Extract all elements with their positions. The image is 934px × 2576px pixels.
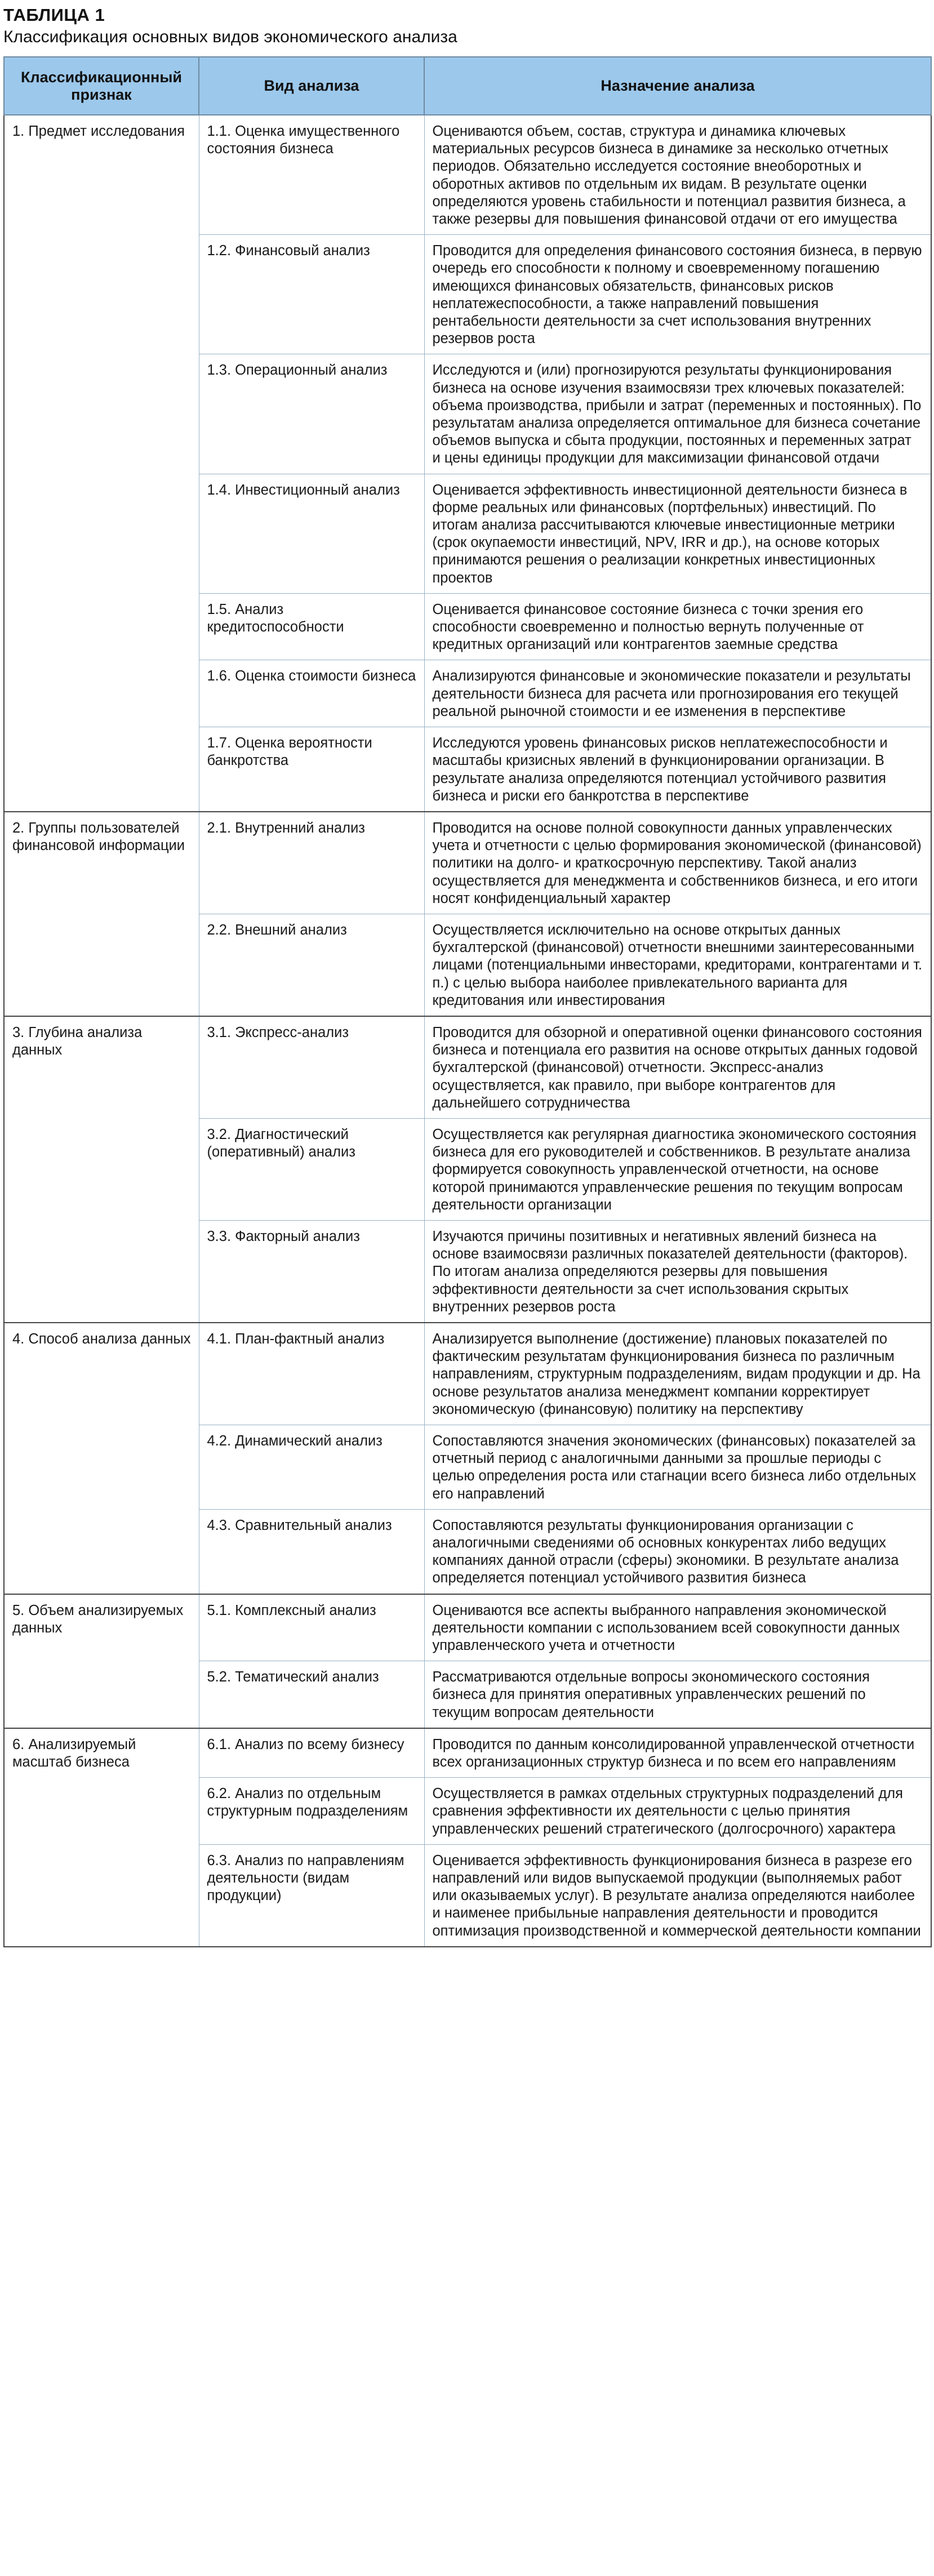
analysis-purpose-cell: Осуществляется в рамках отдельных структурных подразделений для сравнения эффективности их деятельности с целью принятия управленческих решений стратегического (долгосрочного) характера [424, 1778, 931, 1845]
feature-cell: 5. Объем анализируемых данных [4, 1594, 199, 1728]
analysis-purpose-cell: Осуществляется исключительно на основе открытых данных бухгалтерской (финансовой) отчетности внешними заинтересованными лицами (потенциальными инвесторами, кредиторами, контрагентами и т. п.) с целью выбора наиболее привлекательного варианта для кредитования или инвестирования [424, 914, 931, 1016]
analysis-type-cell: 3.3. Факторный анализ [199, 1220, 424, 1323]
feature-cell: 3. Глубина анализа данных [4, 1016, 199, 1323]
analysis-type-cell: 5.1. Комплексный анализ [199, 1594, 424, 1661]
analysis-purpose-cell: Анализируются финансовые и экономические показатели и результаты деятельности бизнеса для расчета или прогнозирования его текущей реальной рыночной стоимости и ее изменения в перспективе [424, 660, 931, 727]
analysis-purpose-cell: Проводится для обзорной и оперативной оценки финансового состояния бизнеса и потенциала его развития на основе открытых данных годовой бухгалтерской (финансовой) отчетности. Экспресс-анализ осуществляется, как правило, при выборе контрагентов для дальнейшего сотрудничества [424, 1016, 931, 1119]
analysis-purpose-cell: Исследуются уровень финансовых рисков неплатежеспособности и масштабы кризисных явлений в функционировании организации. В результате анализа определяются потенциал устойчивого развития бизнеса и риски его банкротства в перспективе [424, 727, 931, 812]
analysis-type-cell: 6.1. Анализ по всему бизнесу [199, 1728, 424, 1778]
table-row [4, 1016, 931, 1119]
analysis-type-cell: 1.2. Финансовый анализ [199, 235, 424, 354]
table-label: ТАБЛИЦА 1 [3, 5, 105, 25]
analysis-purpose-cell: Анализируется выполнение (достижение) плановых показателей по фактическим результатам функционирования бизнеса по различным направлениям, структурным подразделениям, видам продукции и др. На основе результатов анализа менеджмент компании корректирует экономическую (финансовую) политику на перспективу [424, 1323, 931, 1425]
feature-cell: 6. Анализируемый масштаб бизнеса [4, 1728, 199, 1947]
analysis-purpose-cell: Оцениваются все аспекты выбранного направления экономической деятельности компании с использованием всей совокупности данных управленческого учета и отчетности [424, 1594, 931, 1661]
table-row [4, 1728, 931, 1778]
analysis-type-cell: 1.4. Инвестиционный анализ [199, 474, 424, 593]
analysis-purpose-cell: Проводится по данным консолидированной управленческой отчетности всех организационных структур бизнеса и по всем его направлениям [424, 1728, 931, 1778]
header-row [4, 57, 931, 115]
analysis-purpose-cell: Оценивается эффективность инвестиционной деятельности бизнеса в форме реальных или финансовых (портфельных) инвестиций. По итогам анализа рассчитываются ключевые инвестиционные метрики (срок окупаемости инвестиций, NPV, IRR и др.), на основе которых принимаются решения о реализации конкретных инвестиционных проектов [424, 474, 931, 593]
analysis-purpose-cell: Исследуются и (или) прогнозируются результаты функционирования бизнеса на основе изучения взаимосвязи трех ключевых показателей: объема производства, прибыли и затрат (переменных и постоянных). По результатам анализа определяется оптимальное для бизнеса сочетание объемов выпуска и сбыта продукции, постоянных и переменных затрат и цены единицы продукции для максимизации финансовой отдачи [424, 354, 931, 474]
column-header-purpose: Назначение анализа [424, 57, 931, 115]
analysis-type-cell: 1.6. Оценка стоимости бизнеса [199, 660, 424, 727]
table-row [4, 1323, 931, 1425]
analysis-type-cell: 1.3. Операционный анализ [199, 354, 424, 474]
analysis-type-cell: 1.7. Оценка вероятности банкротства [199, 727, 424, 812]
feature-cell: 1. Предмет исследования [4, 115, 199, 812]
analysis-type-cell: 6.2. Анализ по отдельным структурным подразделениям [199, 1778, 424, 1845]
analysis-type-cell: 4.3. Сравнительный анализ [199, 1509, 424, 1594]
analysis-type-cell: 6.3. Анализ по направлениям деятельности (видам продукции) [199, 1844, 424, 1947]
analysis-purpose-cell: Оценивается финансовое состояние бизнеса с точки зрения его способности своевременно и полностью вернуть полученные от кредитных организаций или контрагентов заемные средства [424, 593, 931, 660]
analysis-purpose-cell: Рассматриваются отдельные вопросы экономического состояния бизнеса для принятия оперативных управленческих решений по текущим вопросам деятельности [424, 1661, 931, 1728]
analysis-purpose-cell: Оцениваются объем, состав, структура и динамика ключевых материальных ресурсов бизнеса в динамике за несколько отчетных периодов. Обязательно исследуется состояние внеоборотных и оборотных активов по отдельным их видам. В результате оценки определяются уровень стабильности и потенциал развития бизнеса, а также резервы для повышения финансовой отдачи от его имущества [424, 115, 931, 235]
analysis-purpose-cell: Сопоставляются результаты функционирования организации с аналогичными сведениями об основных конкурентах либо ведущих компаниях данной отрасли (сферы) экономики. В результате анализа определяется потенциал устойчивого развития бизнеса [424, 1509, 931, 1594]
analysis-purpose-cell: Осуществляется как регулярная диагностика экономического состояния бизнеса для его руководителей и собственников. В результате анализа формируется совокупность управленческой отчетности, на основе которой принимаются управленческие решения по текущим вопросам деятельности организации [424, 1118, 931, 1220]
analysis-type-cell: 4.2. Динамический анализ [199, 1425, 424, 1510]
feature-cell: 4. Способ анализа данных [4, 1323, 199, 1594]
table-caption: Классификация основных видов экономического анализа [3, 28, 457, 46]
analysis-type-cell: 4.1. План-фактный анализ [199, 1323, 424, 1425]
feature-cell: 2. Группы пользователей финансовой информации [4, 812, 199, 1016]
table-row [4, 1594, 931, 1661]
analysis-purpose-cell: Проводится на основе полной совокупности данных управленческих учета и отчетности с целью формирования экономической (финансовой) политики на долго- и краткосрочную перспективу. Такой анализ осуществляется для менеджмента и собственников бизнеса, и его итоги носят конфиденциальный характер [424, 812, 931, 914]
classification-table [3, 56, 932, 1947]
analysis-purpose-cell: Сопоставляются значения экономических (финансовых) показателей за отчетный период с аналогичными данными за прошлые периоды с целью определения роста или стагнации всего бизнеса либо отдельных его направлений [424, 1425, 931, 1510]
analysis-type-cell: 3.2. Диагностический (оперативный) анализ [199, 1118, 424, 1220]
analysis-type-cell: 3.1. Экспресс-анализ [199, 1016, 424, 1119]
analysis-purpose-cell: Оценивается эффективность функционирования бизнеса в разрезе его направлений или видов выпускаемой продукции (выполняемых работ или оказываемых услуг). В результате анализа определяются наиболее и наименее прибыльные направления деятельности и проводится оптимизация производственной и коммерческой деятельности компании [424, 1844, 931, 1947]
analysis-purpose-cell: Изучаются причины позитивных и негативных явлений бизнеса на основе взаимосвязи различных показателей деятельности (факторов). По итогам анализа определяются резервы для повышения эффективности деятельности за счет использования скрытых внутренних резервов роста [424, 1220, 931, 1323]
table-row [4, 812, 931, 914]
analysis-type-cell: 5.2. Тематический анализ [199, 1661, 424, 1728]
analysis-type-cell: 2.1. Внутренний анализ [199, 812, 424, 914]
analysis-purpose-cell: Проводится для определения финансового состояния бизнеса, в первую очередь его способности к полному и своевременному погашению имеющихся финансовых обязательств, финансовых рисков неплатежеспособности, а также направлений повышения рентабельности деятельности за счет использования внутренних резервов роста [424, 235, 931, 354]
analysis-type-cell: 2.2. Внешний анализ [199, 914, 424, 1016]
table-body [4, 115, 931, 1947]
analysis-type-cell: 1.1. Оценка имущественного состояния бизнеса [199, 115, 424, 235]
column-header-feature: Классификационный признак [4, 57, 199, 115]
analysis-type-cell: 1.5. Анализ кредитоспособности [199, 593, 424, 660]
table-row [4, 115, 931, 235]
table-header [4, 57, 931, 115]
column-header-type: Вид анализа [199, 57, 424, 115]
